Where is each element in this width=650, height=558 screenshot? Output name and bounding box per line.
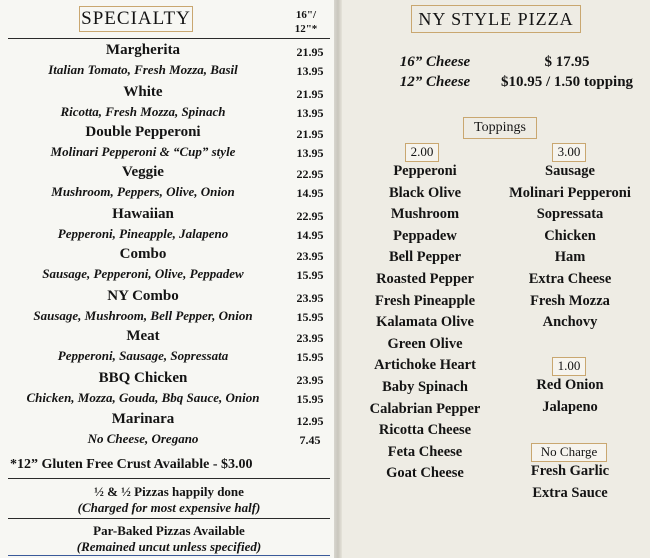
item-price-12: 13.95 (296, 106, 324, 120)
item-description: Mushroom, Peppers, Olive, Onion (51, 184, 235, 199)
item-price-12: 15.95 (296, 268, 324, 282)
topping-free-item: Fresh Garlic (530, 463, 610, 479)
specialty-title: SPECIALTY (79, 6, 193, 32)
size-header-12: 12"* (294, 23, 318, 35)
item-price-12: 15.95 (296, 310, 324, 324)
no-charge-badge: No Charge (531, 443, 607, 462)
topping-2-item: Kalamata Olive (376, 314, 474, 331)
item-price-12: 15.95 (296, 350, 324, 364)
topping-2-item: Calabrian Pepper (369, 400, 481, 417)
topping-2-item: Peppadew (393, 227, 457, 244)
item-price-12: 14.95 (296, 186, 324, 200)
tier-1-badge: 1.00 (552, 357, 586, 376)
topping-2-item: Artichoke Heart (374, 357, 476, 374)
topping-3-item: Chicken (544, 227, 596, 244)
item-description: Italian Tomato, Fresh Mozza, Basil (48, 62, 238, 77)
topping-2-item: Roasted Pepper (376, 271, 474, 287)
topping-free-item: Extra Sauce (532, 484, 608, 501)
topping-3-item: Molinari Pepperoni (509, 184, 631, 201)
item-name: White (123, 84, 163, 100)
topping-2-item: Green Olive (387, 335, 463, 352)
cheese-16-label: 16” Cheese (399, 54, 471, 70)
cheese-12-price: $10.95 / 1.50 topping (500, 74, 634, 90)
par-baked-note: (Remained uncut unless specified) (76, 539, 262, 554)
topping-2-item: Baby Spinach (382, 379, 468, 395)
item-name: Hawaiian (112, 206, 174, 222)
size-header-16: 16"/ (295, 9, 317, 21)
page-fold (334, 0, 342, 558)
item-price-16: 12.95 (296, 414, 324, 428)
item-name: BBQ Chicken (98, 370, 188, 386)
toppings-title: Toppings (463, 117, 537, 139)
item-name: Margherita (105, 42, 181, 58)
item-price-16: 23.95 (296, 331, 324, 345)
half-half-title: ½ & ½ Pizzas happily done (94, 484, 244, 499)
topping-1-item: Red Onion (536, 377, 604, 393)
item-description: Pepperoni, Pineapple, Jalapeno (57, 226, 229, 241)
item-price-16: 23.95 (296, 291, 324, 305)
cheese-12-label: 12” Cheese (399, 74, 471, 90)
item-description: No Cheese, Oregano (87, 431, 199, 446)
item-price-16: 23.95 (296, 373, 324, 387)
item-price-12: 13.95 (296, 146, 324, 160)
topping-2-item: Pepperoni (393, 163, 457, 179)
item-name: NY Combo (107, 288, 179, 304)
topping-1-item: Jalapeno (542, 398, 598, 415)
item-price-16: 22.95 (296, 167, 324, 181)
item-description: Sausage, Mushroom, Bell Pepper, Onion (33, 308, 253, 323)
ny-style-title: NY STYLE PIZZA (411, 5, 581, 33)
item-price-16: 23.95 (296, 249, 324, 263)
item-price-12: 13.95 (296, 64, 324, 78)
topping-2-item: Fresh Pineapple (374, 292, 476, 309)
topping-2-item: Goat Cheese (386, 465, 464, 482)
item-price-16: 21.95 (296, 127, 324, 141)
item-price-16: 21.95 (296, 87, 324, 101)
item-name: Marinara (111, 411, 175, 427)
topping-2-item: Black Olive (388, 184, 462, 201)
item-price-12: 15.95 (296, 392, 324, 406)
size-header (286, 8, 326, 36)
tier-2-badge: 2.00 (405, 143, 439, 162)
tier-3-badge: 3.00 (552, 143, 586, 162)
item-description: Chicken, Mozza, Gouda, Bbq Sauce, Onion (26, 390, 260, 405)
topping-3-item: Fresh Mozza (530, 292, 610, 309)
cheese-16-price: $ 17.95 (544, 54, 590, 70)
topping-3-item: Extra Cheese (528, 271, 612, 287)
topping-3-item: Anchovy (542, 314, 598, 331)
item-price-16: 21.95 (296, 45, 324, 59)
topping-2-item: Mushroom (390, 206, 460, 223)
topping-3-item: Sausage (545, 163, 595, 179)
topping-3-item: Sopressata (536, 206, 604, 223)
gluten-free-note: *12” Gluten Free Crust Available - $3.00 (10, 457, 253, 472)
par-baked-title: Par-Baked Pizzas Available (93, 523, 245, 538)
item-price-16: 22.95 (296, 209, 324, 223)
item-name: Meat (126, 328, 160, 344)
topping-2-item: Feta Cheese (387, 443, 463, 460)
half-half-note: (Charged for most expensive half) (77, 500, 261, 515)
item-name: Double Pepperoni (85, 124, 201, 140)
topping-2-item: Ricotta Cheese (378, 422, 472, 439)
item-description: Sausage, Pepperoni, Olive, Peppadew (42, 266, 244, 281)
item-name: Combo (119, 246, 167, 262)
topping-2-item: Bell Pepper (388, 249, 462, 266)
item-description: Pepperoni, Sausage, Sopressata (57, 348, 229, 363)
divider (8, 518, 330, 519)
divider (8, 38, 330, 39)
item-price-12: 7.45 (299, 433, 321, 447)
item-name: Veggie (122, 164, 164, 180)
divider (8, 555, 330, 556)
topping-3-item: Ham (554, 249, 586, 266)
item-description: Molinari Pepperoni & “Cup” style (50, 144, 236, 159)
item-description: Ricotta, Fresh Mozza, Spinach (60, 104, 226, 119)
divider (8, 478, 330, 479)
item-price-12: 14.95 (296, 228, 324, 242)
